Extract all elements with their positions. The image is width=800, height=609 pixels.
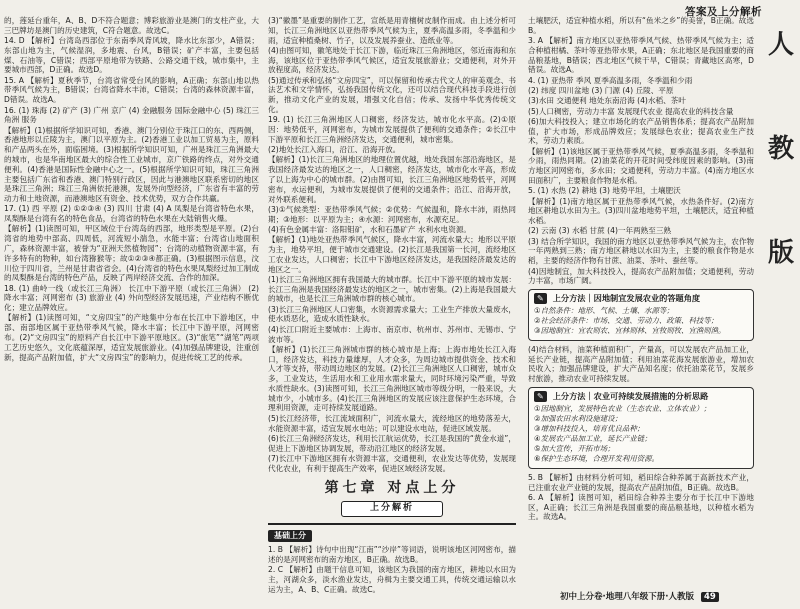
- column-2-after-body: [268, 545, 516, 594]
- answer-paragraph: (3)长江三角洲地区人口密集，水资源需求量大；工业生产排放大量废水，使水质恶化，造成水质性缺水。: [268, 304, 516, 324]
- answer-paragraph: (4)因地制宜，加大科技投入，提高农产品附加值；交通便利，劳动力丰富，市场广阔。: [528, 266, 754, 286]
- edge-mark: 教: [768, 134, 795, 164]
- answer-paragraph: (3)①气候类型：亚热带季风气候；②优势：气候温和，降水丰沛，雨热同期；③地形：以平原为主；④水源：河网密布，水源充足。: [268, 204, 516, 224]
- tip-box-1: [528, 289, 754, 341]
- column-2-body: [268, 16, 516, 473]
- answer-paragraph: 5. B 【解析】由材料分析可知，稻田综合种养属于高新技术产业，已注重农业产业链的发展，提高农产品附加值，B正确。故选B。: [528, 472, 754, 492]
- answer-paragraph: 2. C 【解析】由题干信息可知，该地区为我国的南方地区，耕地以水田为主，河湖众多，淡水渔业发达，舟楫为主要交通工具，传统交通运输以水运为主，A、B、C正确。故选C。: [268, 565, 516, 595]
- tip-box-1-title-text: 上分方法｜因地制宜发展农业的答题角度: [552, 293, 701, 304]
- answer-paragraph: (4)结合材料，油菜种植面积广，产量高，可以发展农产品加工业，延长产业链，提高产品附加值；利用油菜花海发展旅游业，增加农民收入；加强品牌建设，扩大产品知名度；依托油菜花节，发展乡村旅游，推动农业可持续发展。: [528, 344, 754, 384]
- section-label: 基础上分: [268, 530, 312, 542]
- answer-paragraph: 【解析】(1)长江三角洲地区的地理位置优越，地处我国东部沿海地区，是我国经济最发达的地区之一，人口稠密，经济发达，城市化水平高，形成了以上海为中心的城市群。(2)由图可知，长江三角洲地区地势低平，河网密布，水运便利，为城市发展提供了便利的交通条件；沿江、沿海开放，对外联系便利。: [268, 155, 516, 204]
- section-rule: [268, 523, 516, 525]
- answer-paragraph: (3) 结合所学知识，我国的南方地区以亚热带季风气候为主，农作物一年两熟到三熟；南方地区耕地以水田为主，主要的粮食作物是水稻，主要的经济作物有甘蔗、油菜、茶叶、蚕丝等。: [528, 236, 754, 266]
- answer-paragraph: 【解析】(1)根据所学知识可知，香港、澳门分别位于珠江口的东、西两侧，香港地形以丘陵为主，澳门以平原为主。(2)香港工业以加工贸易为主，原料和产品两头在外，面临困境。(3)根据所学知识可知，广州是珠江三角洲最大的城市，也是华南地区最大的综合性工业城市，京广铁路的终点，对外交通便利。(4)香港是国际性金融中心之一。(5)根据所学知识可知，珠江三角洲主要包括广东省和香港、澳门特别行政区，因此与港澳地区联系密切的地区是珠江三角洲；珠江三角洲依托港澳，发展外向型经济，广东省有丰富的劳动力和土地资源，而港澳地区有资金、技术优势，双方合作共赢。: [4, 125, 259, 204]
- tip-icon: ✎: [534, 293, 547, 304]
- answer-paragraph: 17. (1) 西 平原 (2) ①②③④ (3) 四川 甘肃 (4) A 凤梨是台湾省特色水果，凤梨酥是台湾有名的特色食品，台湾省的特色水果在大陆销售火爆。: [4, 204, 259, 224]
- tip-line: ⑤加大宣传，开拓市场；: [534, 443, 615, 453]
- column-1-body: [4, 16, 259, 362]
- answer-paragraph: 3. A 【解析】南方地区以亚热带季风气候、热带季风气候为主；适合种植柑橘、茶叶等亚热带水果，A正确；东北地区是我国重要的商品粮基地，B错误；西北地区气候干旱，C错误；青藏地区高寒，D错误。故选A。: [528, 36, 754, 75]
- chapter-title: 第七章 对点上分: [324, 480, 460, 497]
- answer-paragraph: 15. A 【解析】夏秋季节，台湾省常受台风的影响，A正确；东部山地以热带季风气候为主，B错误；台湾省降水丰沛，C错误；台湾的森林资源丰富，D错误。故选A。: [4, 75, 259, 105]
- page-header-title: 答案及上分解析: [685, 6, 762, 18]
- answer-paragraph: (4)长江口附近主要城市：上海市、南京市、杭州市、苏州市、无锡市、宁波市等。: [268, 324, 516, 344]
- tip-box-2-title: [534, 391, 748, 402]
- tip-line: ③因地制宜：宜农则农、宜林则林、宜牧则牧、宜渔则渔。: [534, 325, 726, 335]
- column-3-body: [528, 16, 754, 286]
- answer-paragraph: (3)“徽墨”是重要的制作工艺，宣纸是用青檀树皮制作而成。由上述分析可知，长江三角洲地区以亚热带季风气候为主，夏季高温多雨，冬季温和少雨，适宜种植桑树、竹子，以及发展养蚕业、造纸业等。: [268, 16, 516, 45]
- tip-line: ⑥保护生态环境，合理开发利用资源。: [534, 453, 659, 463]
- answer-paragraph: (4)有色金属丰富：洛阳钼矿，水和石墨矿产 水利水电资源。: [268, 224, 472, 234]
- tip-box-2: [528, 387, 754, 469]
- tip-line: ④发展农产品加工业，延长产业链；: [534, 433, 652, 443]
- column-3-mid-body: [528, 345, 754, 384]
- answer-paragraph: (2)地处长江入海口，沿江、沿海开放。: [268, 145, 401, 155]
- tip-line: ②加强农田水利设施建设；: [534, 413, 622, 423]
- tip-line: ①自然条件：地形、气候、土壤、水源等；: [534, 305, 674, 315]
- answer-paragraph: (2) 云南 (3) 水稻 甘蔗 (4)一年两熟至三熟: [528, 226, 672, 236]
- answer-paragraph: 【解析】(1)长江三角洲城市群的核心城市是上海；上海市地处长江入海口，经济发达，科技力量雄厚，人才众多，为周边城市提供资金、技术和人才等支持，带动周边地区的发展。(2)长江三角洲地区人口稠密，城市众多，工业发达，生活用水和工业用水需求量大，同时环境污染严重，导致水质性缺水。(3)读图可知，长江三角洲地区城市等级分明，一般来说，大城市少，小城市多。(4)长江三角洲地区的发展应该注意保护生态环境，合理利用资源，走可持续发展道路。: [268, 344, 516, 413]
- answer-paragraph: (3)水田 交通便利 地处东南沿海 (4)水稻、茶叶: [528, 96, 686, 106]
- answer-paragraph: 18. (1) 曲岭一线（或长江三角洲） 长江中下游平原（或长江三角洲） (2) 降水丰富；河网密布 (3) 旅游业 (4) 外向型经济发展迅速，产业结构不断优化；建立品牌效应。: [4, 283, 259, 313]
- tip-box-1-lines: [534, 306, 748, 336]
- answer-paragraph: (6)加大科技投入；建立市场化的农产品销售体系；提高农产品附加值，扩大市场，形成品牌效应；发展绿色农业；提高农业生产技术，劳动力素质。: [528, 116, 754, 146]
- answer-paragraph: (6)长江三角洲经济发达，利用长江航运优势，长江是我国的“黄金水道”，促进上下游地区协调发展，带动沿江地区的经济发展。: [268, 433, 516, 453]
- tip-line: ②社会经济条件：市场、交通、劳动力、政策、科技等；: [534, 315, 719, 325]
- answer-paragraph: (7)长江中下游地区拥有水资源丰富，交通便利，农业发达等优势，发展现代化农业，有利于提高生产效率，促进区域经济发展。: [268, 453, 516, 473]
- answer-paragraph: 1. B 【解析】诗句中出现“江南”“沙岸”等词语，说明该地区河网密布，描述的是河网密布的南方地区，B正确。故选B。: [268, 545, 516, 565]
- answer-paragraph: (2) 纬度 四川盆地 (3) 门源 (4) 丘陵、平原: [528, 85, 674, 95]
- answer-paragraph: 5. (1) 水热 (2) 耕地 (3) 地势平坦，土壤肥沃: [528, 186, 681, 196]
- answer-paragraph: (5)通过传承和弘扬“文房四宝”，可以保留和传承古代文人的审美观念、书法艺术和文学情怀，弘扬我国传统文化，还可以结合现代科技手段进行创新，推动文化产业的发展，增强文化自信；传承、发扬中华优秀传统文化。: [268, 75, 516, 115]
- answer-paragraph: 16. (1) 珠海 (2) 矿产 (3) 广州 京广 (4) 金融服务 国际金融中心 (5) 珠江三角洲 服务: [4, 105, 259, 125]
- answer-paragraph: 19. (1) 长江三角洲地区人口稠密，经济发达，城市化水平高。(2)①原因：地势低平，河网密布，为城市发展提供了便利的交通条件；②长江中下游平原和长江三角洲经济发达，交通便利，城市密集。: [268, 115, 516, 144]
- answer-paragraph: 4. (1) 亚热带 季风 夏季高温多雨，冬季温和少雨: [528, 75, 693, 85]
- answer-paragraph: 14. D 【解析】台湾岛西部位于东南季风背风坡，降水比东部少，A错误；东部山地为主，气候湿润，多地震、台风，B错误；矿产丰富，主要包括煤、石油等，C错误；西部平原地带为铁路、公路交通干线，城市集中，主要城市西部，D正确。故选D。: [4, 36, 259, 75]
- answer-paragraph: 6. A 【解析】读图可知，稻田综合种养主要分布于长江中下游地区，A正确；长江三角洲是我国重要的商品粮基地，以种植水稻为主。故选A。: [528, 492, 754, 522]
- answer-paragraph: (5)人口稠密，劳动力丰富 发展现代农业 提高农业的科技含量: [528, 106, 734, 116]
- answer-paragraph: 【解析】(1)该地区属于亚热带季风气候，夏季高温多雨，冬季温和少雨，雨热同期。(2)油菜花的开花时间受纬度因素的影响。(3)南方地区河网密布，多水田；交通便利，劳动力丰富。(4)南方地区水田面积广，主要粮食作物是水稻。: [528, 146, 754, 185]
- answer-paragraph: 【解析】(1)南方地区属于亚热带季风气候，水热条件好。(2)南方地区耕地以水田为主。(3)四川盆地地势平坦，土壤肥沃，适宜种植水稻。: [528, 196, 754, 226]
- tip-line: ③增加科技投入，培育优良品种；: [534, 423, 645, 433]
- answer-paragraph: (5)长江经济带，长江流域面积广，河流水量大，流经地区的地势落差大，水能资源丰富，适宜发展水电站；可以建设水电站，促进区域发展。: [268, 413, 516, 433]
- answer-column-1: [4, 16, 259, 588]
- edge-mark: 人: [768, 30, 795, 60]
- page-number: 49: [701, 592, 719, 602]
- page-footer: [560, 590, 760, 602]
- tip-line: ①因地制宜，发展特色农业（生态农业、立体农业）；: [534, 403, 711, 413]
- answer-paragraph: (1)长江三角洲地区拥有我国最大的城市群。长江中下游平原的城市发展：长江三角洲是我国经济最发达的地区之一，城市密集。(2)上海是我国最大的城市，也是长江三角洲城市群的核心城市。: [268, 274, 516, 304]
- edge-mark: 版: [768, 238, 795, 268]
- answer-column-3: [528, 16, 754, 588]
- footer-text: 初中上分卷·地理八年级下册·人教版: [560, 592, 694, 602]
- answer-paragraph: (4)由图可知，徽笔地处于长江下游，临近珠江三角洲地区，邻近南海和东海，该地区位于亚热带季风气候区，适宜发展旅游业；交通便利，对外开放程度高，经济发达。: [268, 45, 516, 75]
- answer-paragraph: 土壤肥沃，适宜种植水稻，所以有“鱼米之乡”的美誉，B正确。故选B。: [528, 16, 754, 35]
- tip-box-2-lines: [534, 404, 748, 464]
- tip-box-2-title-text: 上分方法｜农业可持续发展措施的分析思路: [552, 390, 709, 401]
- tip-box-1-title: [534, 293, 748, 304]
- answer-paragraph: 【解析】(1)读图可知，“文房四宝”的产地集中分布在长江中下游地区，中部、南部地区属于亚热带季风气候，降水丰富；长江中下游平原，河网密布。(2)“文房四宝”的原料产自长江中下游平原地区。(3)“旅笔”“湖笔”两项工艺历史悠久，文化底蕴深厚，适宜发展旅游业。(4)加强品牌建设，注重创新，提高产品附加值，扩大“文房四宝”的影响力，促进传统工艺的传承。: [4, 313, 259, 362]
- answer-column-2: [268, 16, 516, 595]
- column-3-end-body: [528, 473, 754, 522]
- answer-paragraph: 【解析】(1)读图可知，甲区域位于台湾岛的西部，地形类型是平原。(2)台湾省的地势中部高、四周低，河流短小湍急，水能丰富；台湾省山地面积广，森林资源丰富，被誉为“亚洲天然植物园”；台湾的动植物资源丰富，有许多特有的物种，如台湾猕猴等；故①②③④都正确。(3)根据图示信息，汶川位于四川省，兰州是甘肃省省会。(4)台湾省的特色水果凤梨经过加工制成的凤梨酥是台湾的特色产品，反映了两岸经济交流、合作的加深。: [4, 224, 259, 283]
- edge-tab: [762, 0, 800, 609]
- answer-paragraph: 【解析】(1)地处亚热带季风气候区，降水丰富，河流水量大；地形以平原为主，地势平坦，便于城市交通建设。(2)长江是我国第一长河，流经地区工农业发达，人口稠密；长江中下游地区经济发达，是我国经济最发达的地区之一。: [268, 235, 516, 274]
- chapter-banner: 上分解析: [341, 501, 443, 517]
- tip-icon: ✎: [534, 391, 547, 402]
- answer-paragraph: 的，莲延台重年，A、B、D不符合题意；博彩旅游业是澳门的支柱产业，大三巴牌坊是澳门的历史建筑，C符合题意。故选C。: [4, 16, 259, 35]
